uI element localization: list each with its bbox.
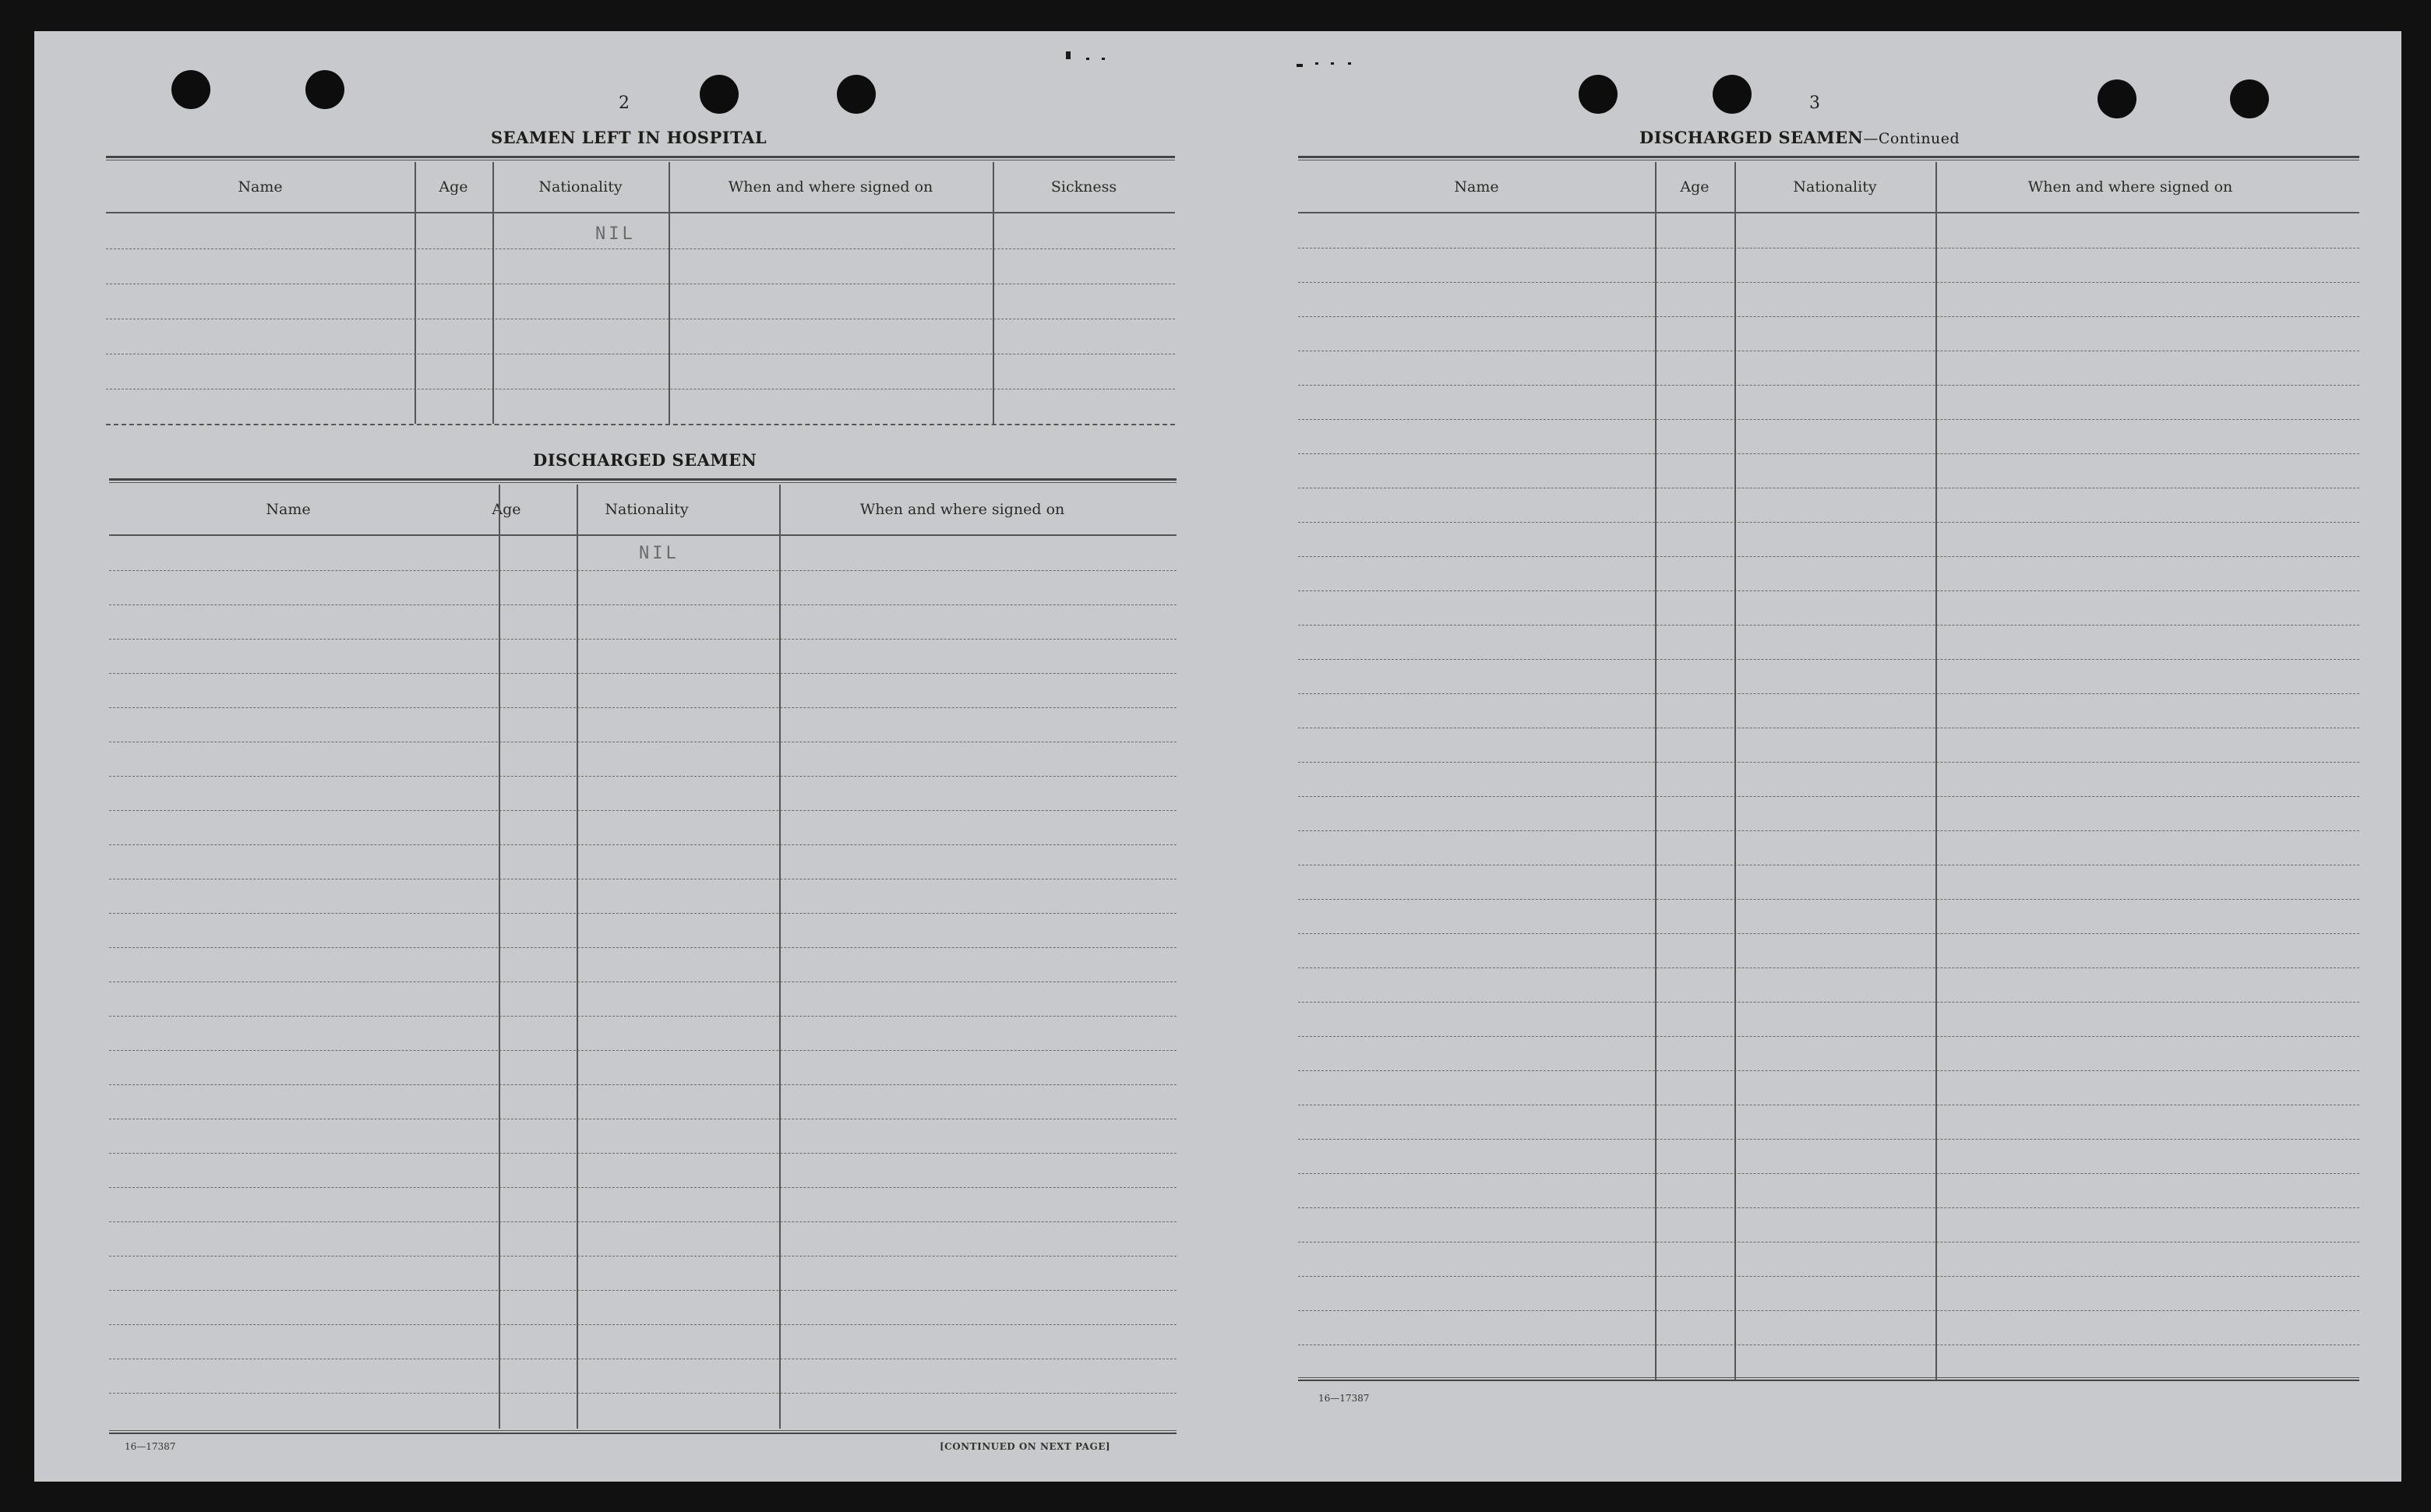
discharged-continued-title [1639, 128, 1960, 147]
form-number: 16—17387 [1318, 1393, 1370, 1404]
column-divider [1935, 162, 1937, 1380]
ink-speck [1297, 64, 1303, 67]
discharged-table [109, 478, 1177, 1436]
title-suffix: —Continued [1863, 130, 1960, 147]
entry-line [1298, 693, 2359, 694]
table-top-rule [1298, 156, 2359, 160]
table-top-rule [106, 156, 1175, 160]
punch-hole [2230, 79, 2269, 118]
entry-line [1298, 659, 2359, 660]
column-header-signed-on: When and where signed on [728, 178, 933, 196]
entry-line [1298, 1002, 2359, 1003]
entry-line [1298, 556, 2359, 557]
entry-line [109, 776, 1177, 777]
column-header-age: Age [492, 501, 521, 518]
discharged-section-title: DISCHARGED SEAMEN [533, 450, 757, 470]
discharged-continued-header [1298, 162, 2359, 213]
column-divider [415, 162, 416, 424]
column-divider [492, 162, 494, 424]
column-divider [779, 485, 781, 1429]
discharged-continued-body [1298, 213, 2359, 1379]
punch-hole [2098, 79, 2136, 118]
ink-speck [1066, 51, 1071, 59]
hospital-table-body [106, 213, 1175, 424]
table-bottom-rule [1298, 1377, 2359, 1381]
entry-line [1298, 1139, 2359, 1140]
table-top-rule [109, 478, 1177, 483]
column-divider [669, 162, 670, 424]
column-header-age: Age [1680, 178, 1709, 196]
entry-line [1298, 625, 2359, 626]
entry-line [1298, 762, 2359, 763]
entry-line [1298, 385, 2359, 386]
punch-hole [837, 75, 876, 114]
column-header-nationality: Nationality [1793, 178, 1877, 196]
entry-line [109, 673, 1177, 674]
entry-line [1298, 967, 2359, 968]
punch-hole [700, 75, 739, 114]
column-divider [1655, 162, 1657, 1380]
ink-speck [1348, 62, 1351, 65]
column-header-name: Name [1454, 178, 1499, 196]
ink-speck [1315, 62, 1318, 65]
entry-line [109, 1153, 1177, 1154]
entry-line [109, 639, 1177, 640]
entry-line [109, 1393, 1177, 1394]
column-header-nationality: Nationality [605, 501, 689, 518]
nil-stamp: NIL [595, 224, 636, 244]
page-number-right: 3 [1809, 93, 1820, 113]
column-divider [499, 485, 500, 1429]
entry-line [1298, 1070, 2359, 1071]
punch-hole [1579, 75, 1618, 114]
nil-stamp: NIL [639, 544, 679, 563]
discharged-table-body [109, 536, 1177, 1424]
entry-line [1298, 1207, 2359, 1208]
entry-line [109, 913, 1177, 914]
hospital-table-header [106, 162, 1175, 213]
entry-line [109, 1016, 1177, 1017]
punch-hole [1713, 75, 1752, 114]
entry-line [1298, 316, 2359, 317]
entry-line [109, 1221, 1177, 1222]
punch-hole [171, 70, 210, 109]
column-header-name: Name [238, 178, 283, 196]
entry-line [1298, 590, 2359, 591]
entry-line [106, 248, 1175, 249]
column-header-age: Age [439, 178, 468, 196]
entry-line [1298, 1173, 2359, 1174]
entry-line [1298, 1036, 2359, 1037]
entry-line [1298, 830, 2359, 831]
page-number-left: 2 [619, 93, 630, 113]
punch-hole [305, 70, 344, 109]
entry-line [109, 707, 1177, 708]
column-divider [1734, 162, 1736, 1380]
column-header-nationality: Nationality [538, 178, 623, 196]
entry-line [109, 1050, 1177, 1051]
column-header-signed-on: When and where signed on [2027, 178, 2233, 196]
entry-line [109, 1290, 1177, 1291]
entry-line [109, 1187, 1177, 1188]
discharged-table-header [109, 485, 1177, 536]
ink-speck [1086, 58, 1089, 60]
column-divider [993, 162, 994, 424]
column-divider [577, 485, 578, 1429]
column-header-sickness: Sickness [1050, 178, 1117, 196]
column-header-name: Name [266, 501, 311, 518]
ink-speck [1331, 62, 1334, 65]
hospital-table [106, 156, 1175, 430]
entry-line [1298, 419, 2359, 420]
table-bottom-line [106, 424, 1175, 425]
column-header-signed-on: When and where signed on [859, 501, 1065, 518]
entry-line [1298, 933, 2359, 934]
hospital-section-title: SEAMEN LEFT IN HOSPITAL [491, 128, 767, 147]
entry-line [1298, 1310, 2359, 1311]
form-number: 16—17387 [125, 1441, 176, 1452]
document-sheet [34, 31, 2401, 1482]
continued-note: [CONTINUED ON NEXT PAGE] [940, 1441, 1111, 1452]
title-text: DISCHARGED SEAMEN [1639, 128, 1864, 147]
entry-line [1298, 522, 2359, 523]
entry-line [109, 947, 1177, 948]
entry-line [1298, 796, 2359, 797]
ink-speck [1102, 58, 1105, 60]
entry-line [1298, 899, 2359, 900]
entry-line [1298, 282, 2359, 283]
entry-line [109, 1324, 1177, 1325]
entry-line [109, 844, 1177, 845]
table-bottom-rule [109, 1430, 1177, 1434]
entry-line [109, 1084, 1177, 1085]
entry-line [109, 810, 1177, 811]
entry-line [1298, 453, 2359, 454]
entry-line [1298, 1276, 2359, 1277]
discharged-continued-table [1298, 156, 2359, 1390]
entry-line [109, 604, 1177, 605]
entry-line [109, 570, 1177, 571]
